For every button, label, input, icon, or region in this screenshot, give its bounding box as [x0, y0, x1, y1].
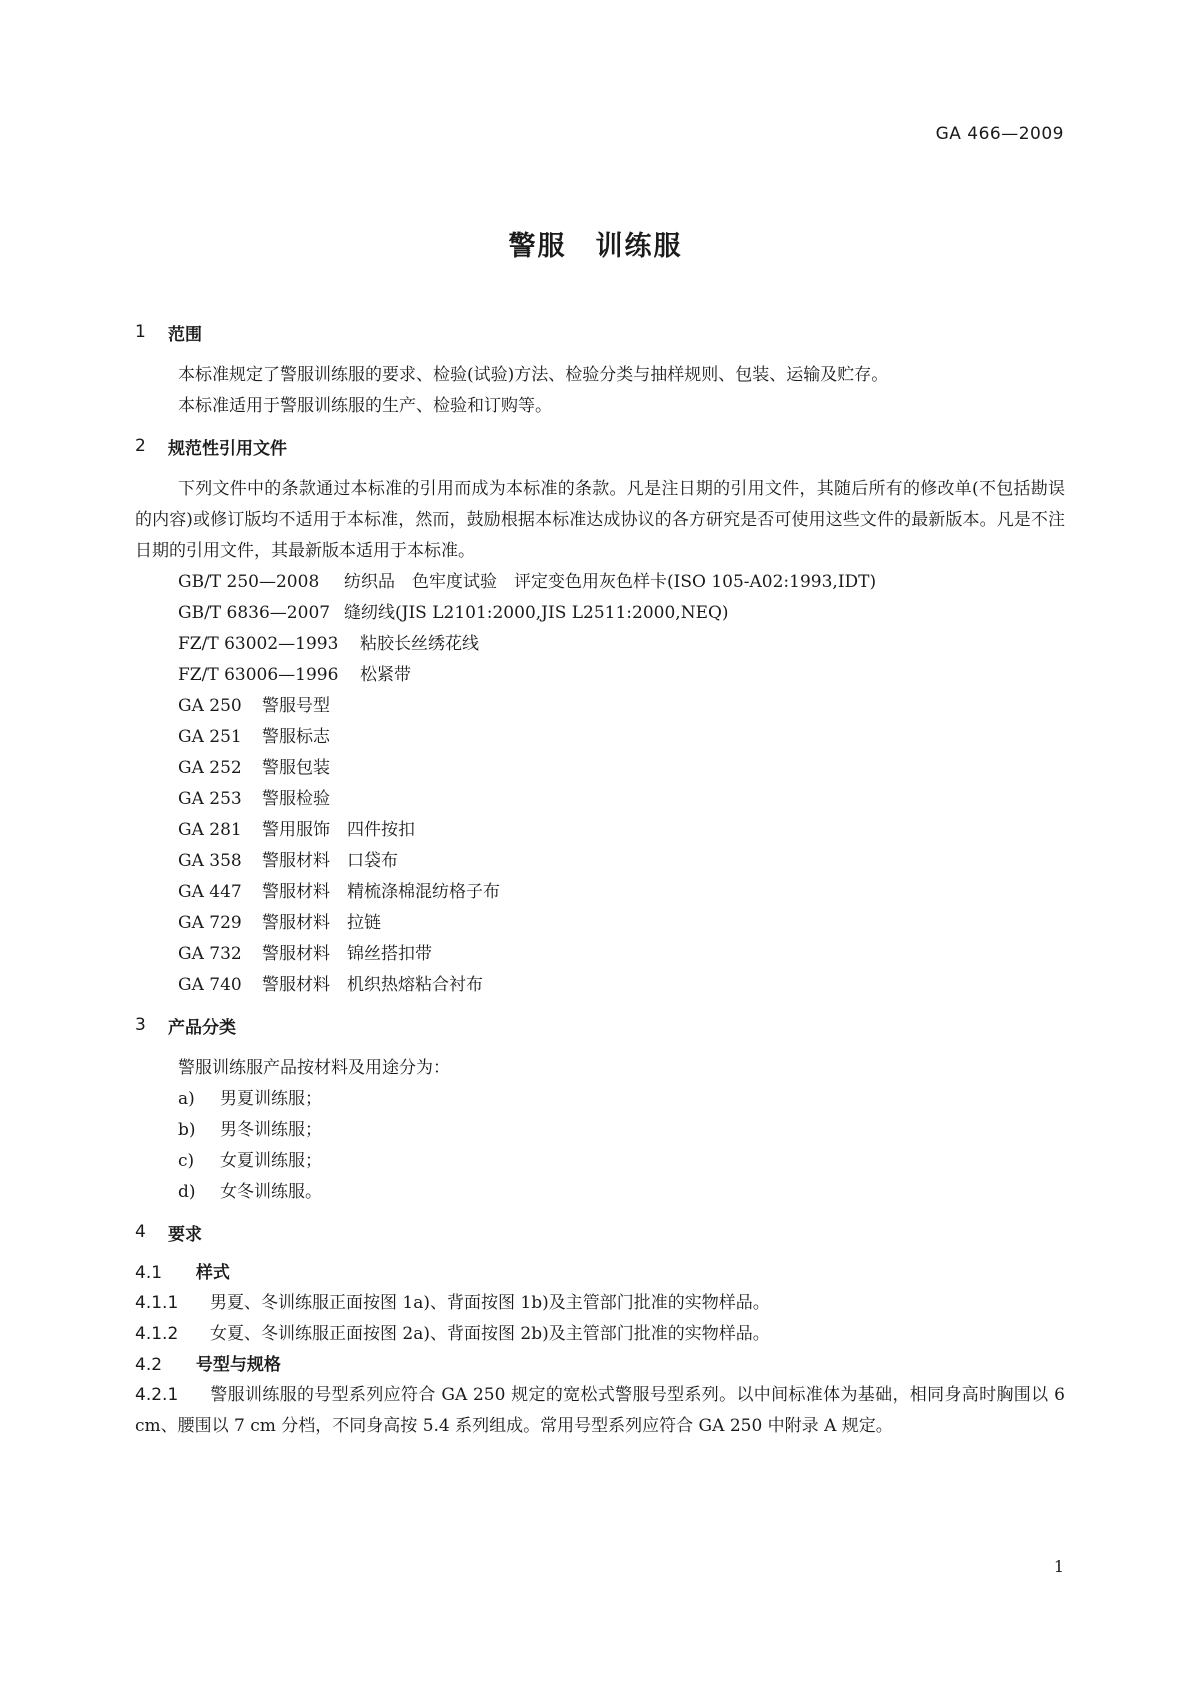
- reference-item: [135, 815, 1065, 846]
- reference-code: GA 732: [178, 944, 242, 964]
- list-text: 女夏训练服；: [220, 1151, 322, 1171]
- reference-code: GA 740: [178, 975, 242, 995]
- clause-number: 4.2.1: [135, 1385, 179, 1405]
- reference-code: GB/T 250—2008: [178, 572, 320, 592]
- subsection-number: 4.1: [135, 1263, 163, 1283]
- section-title: 范围: [168, 324, 202, 345]
- section-number: 3: [135, 1015, 146, 1035]
- section-number: 1: [135, 322, 146, 342]
- subsection-4-2-heading: [135, 1350, 1065, 1380]
- clause-4-1-2: [135, 1319, 1065, 1350]
- subsection-4-1-heading: [135, 1258, 1065, 1288]
- reference-code: GA 250: [178, 696, 242, 716]
- reference-item: [135, 939, 1065, 970]
- reference-code: GA 358: [178, 851, 242, 871]
- subsection-title: 号型与规格: [195, 1355, 281, 1375]
- reference-title: 粘胶长丝绣花线: [360, 634, 479, 654]
- reference-code: GA 253: [178, 789, 242, 809]
- document-body: [135, 318, 1065, 1442]
- reference-title: 警服标志: [262, 727, 330, 747]
- section-number: 4: [135, 1222, 146, 1242]
- reference-code: GA 447: [178, 882, 242, 902]
- list-marker: c): [178, 1151, 195, 1171]
- reference-item: [135, 629, 1065, 660]
- reference-title: 警服材料 口袋布: [262, 851, 398, 871]
- reference-item: [135, 722, 1065, 753]
- clause-number: 4.1.1: [135, 1293, 179, 1313]
- classification-item: [135, 1146, 1065, 1177]
- standard-number: GA 466—2009: [935, 124, 1064, 144]
- reference-title: 纺织品 色牢度试验 评定变色用灰色样卡(ISO 105-A02:1993,IDT): [344, 572, 877, 592]
- section-4-heading: [135, 1218, 1065, 1246]
- reference-title: 警用服饰 四件按扣: [262, 820, 415, 840]
- reference-title: 警服检验: [262, 789, 330, 809]
- section-title: 规范性引用文件: [168, 438, 287, 459]
- reference-code: GA 251: [178, 727, 242, 747]
- clause-text: 警服训练服的号型系列应符合 GA 250 规定的宽松式警服号型系列。以中间标准体为基础，相同身高时胸围以 6 cm、腰围以 7 cm 分档，不同身高按 5.4 系列组成。常用号型系列应符合 GA 250 中附录 A 规定。: [135, 1385, 1065, 1436]
- reference-item: [135, 784, 1065, 815]
- reference-title: 松紧带: [360, 665, 411, 685]
- reference-code: GB/T 6836—2007: [178, 603, 331, 623]
- list-text: 男冬训练服；: [220, 1120, 322, 1140]
- list-marker: b): [178, 1120, 196, 1140]
- clause-4-2-1: [135, 1380, 1065, 1442]
- document-title: 警服 训练服: [508, 231, 683, 262]
- clause-number: 4.1.2: [135, 1324, 179, 1344]
- reference-title: 警服材料 机织热熔粘合衬布: [262, 975, 483, 995]
- reference-code: FZ/T 63006—1996: [178, 665, 339, 685]
- classification-item: [135, 1177, 1065, 1208]
- list-marker: a): [178, 1089, 195, 1109]
- clause-text: 男夏、冬训练服正面按图 1a)、背面按图 1b)及主管部门批准的实物样品。: [210, 1293, 770, 1313]
- clause-text: 女夏、冬训练服正面按图 2a)、背面按图 2b)及主管部门批准的实物样品。: [210, 1324, 770, 1344]
- classification-list: [135, 1084, 1065, 1208]
- reference-item: [135, 877, 1065, 908]
- section-title: 产品分类: [168, 1017, 236, 1038]
- subsection-title: 样式: [195, 1263, 230, 1283]
- reference-code: GA 252: [178, 758, 242, 778]
- reference-title: 缝纫线(JIS L2101:2000,JIS L2511:2000,NEQ): [344, 603, 729, 623]
- list-text: 女冬训练服。: [220, 1182, 322, 1202]
- classification-item: [135, 1084, 1065, 1115]
- subsection-number: 4.2: [135, 1355, 163, 1375]
- reference-item: [135, 846, 1065, 877]
- classification-intro: 警服训练服产品按材料及用途分为：: [178, 1058, 450, 1078]
- reference-item: [135, 567, 1065, 598]
- reference-title: 警服包装: [262, 758, 330, 778]
- reference-title: 警服号型: [262, 696, 330, 716]
- section-number: 2: [135, 436, 146, 456]
- reference-code: GA 729: [178, 913, 242, 933]
- reference-code: FZ/T 63002—1993: [178, 634, 339, 654]
- section-1-heading: [135, 318, 1065, 346]
- list-text: 男夏训练服；: [220, 1089, 322, 1109]
- section-2-heading: [135, 432, 1065, 460]
- reference-item: [135, 598, 1065, 629]
- reference-item: [135, 753, 1065, 784]
- reference-title: 警服材料 锦丝搭扣带: [262, 944, 432, 964]
- section-title: 要求: [168, 1224, 202, 1245]
- reference-title: 警服材料 拉链: [262, 913, 381, 933]
- list-marker: d): [178, 1182, 196, 1202]
- reference-code: GA 281: [178, 820, 242, 840]
- scope-paragraph-1: 本标准规定了警服训练服的要求、检验(试验)方法、检验分类与抽样规则、包装、运输及贮存。: [178, 365, 889, 385]
- references-intro: 下列文件中的条款通过本标准的引用而成为本标准的条款。凡是注日期的引用文件，其随后所有的修改单(不包括勘误的内容)或修订版均不适用于本标准，然而，鼓励根据本标准达成协议的各方研究是否可使用这些文件的最新版本。凡是不注日期的引用文件，其最新版本适用于本标准。: [135, 479, 1065, 561]
- page-number: 1: [1053, 1557, 1064, 1576]
- reference-item: [135, 660, 1065, 691]
- reference-item: [135, 970, 1065, 1001]
- reference-item: [135, 691, 1065, 722]
- scope-paragraph-2: 本标准适用于警服训练服的生产、检验和订购等。: [178, 396, 552, 416]
- reference-title: 警服材料 精梳涤棉混纺格子布: [262, 882, 500, 902]
- reference-list: [135, 567, 1065, 1001]
- classification-item: [135, 1115, 1065, 1146]
- reference-item: [135, 908, 1065, 939]
- clause-4-1-1: [135, 1288, 1065, 1319]
- section-3-heading: [135, 1011, 1065, 1039]
